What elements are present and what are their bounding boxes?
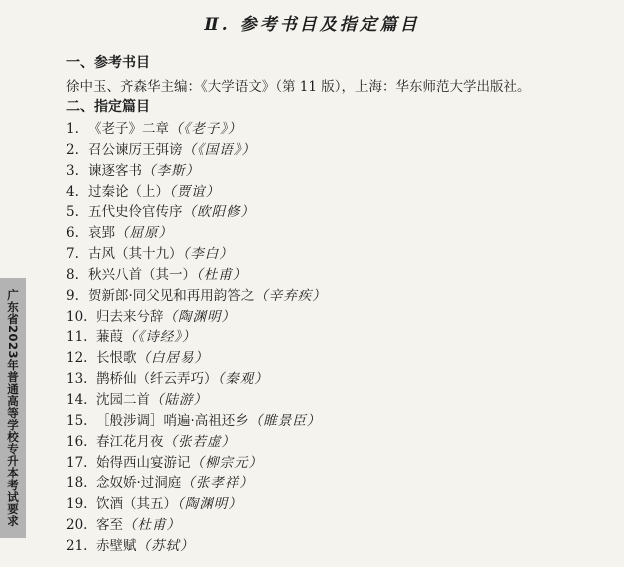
item-number: 11. xyxy=(66,329,88,346)
item-number: 18. xyxy=(66,475,88,492)
item-author: （睢景臣） xyxy=(248,412,322,429)
item-number: 10. xyxy=(66,308,88,325)
item-author: （《国语》） xyxy=(182,141,256,158)
list-item xyxy=(66,223,327,244)
side-tab xyxy=(0,278,26,538)
item-title: 归去来兮辞 xyxy=(96,308,164,325)
item-author: （李斯） xyxy=(142,162,200,179)
item-title: 谏逐客书 xyxy=(88,162,142,179)
item-number: 16. xyxy=(66,433,88,450)
list-item xyxy=(66,161,327,182)
list-item xyxy=(66,411,327,432)
page-title: Ⅱ. 参考书目及指定篇目 xyxy=(204,15,420,35)
item-number: 20. xyxy=(66,517,88,534)
item-title: 召公谏厉王弭谤 xyxy=(88,141,183,158)
list-item xyxy=(66,119,327,140)
item-title: 沈园二首 xyxy=(96,391,150,408)
side-tab-label: 广东省2023年普通高等学校专升本考试要求 xyxy=(6,288,20,527)
item-number: 2. xyxy=(66,141,79,158)
item-number: 1. xyxy=(66,121,79,137)
item-author: （屈原） xyxy=(115,225,173,242)
list-item xyxy=(66,494,327,515)
item-title: 秋兴八首（其一） xyxy=(88,266,196,283)
item-title: 饮酒（其五） xyxy=(96,496,177,513)
item-author: （陶渊明） xyxy=(163,308,236,325)
item-number: 21. xyxy=(66,537,88,554)
list-item xyxy=(66,307,327,328)
list-item xyxy=(66,348,327,369)
item-author: （陆游） xyxy=(150,391,208,408)
item-author: （《诗经》） xyxy=(123,329,197,346)
section-heading-references: 一、参考书目 xyxy=(66,55,150,71)
item-title: 贺新郎·同父见和再用韵答之 xyxy=(88,287,255,304)
list-item xyxy=(66,390,327,411)
item-number: 9. xyxy=(66,287,79,304)
item-number: 3. xyxy=(66,162,79,179)
list-item xyxy=(66,202,327,223)
item-title: ［般涉调］哨遍·高祖还乡 xyxy=(96,412,249,429)
item-title: 长恨歌 xyxy=(96,350,137,367)
item-number: 13. xyxy=(66,371,88,388)
item-number: 4. xyxy=(66,183,79,200)
item-author: （李白） xyxy=(182,246,234,263)
item-title: 始得西山宴游记 xyxy=(96,454,191,471)
item-title: 过秦论（上） xyxy=(88,183,169,200)
list-item xyxy=(66,473,327,494)
item-title: 念奴娇·过洞庭 xyxy=(96,475,182,492)
item-author: （秦观） xyxy=(217,371,269,388)
item-title: 古风（其十九） xyxy=(88,246,183,263)
item-author: （陶渊明） xyxy=(177,496,243,513)
item-title: 五代史伶官传序 xyxy=(88,204,183,221)
item-title: 春江花月夜 xyxy=(96,433,164,450)
list-item xyxy=(66,327,327,348)
list-item xyxy=(66,536,327,557)
item-number: 7. xyxy=(66,246,79,263)
item-author: （柳宗元） xyxy=(190,454,263,471)
item-title: 鹊桥仙（纤云弄巧） xyxy=(96,371,218,388)
item-title: 客至 xyxy=(96,517,123,534)
item-number: 12. xyxy=(66,350,88,367)
item-number: 6. xyxy=(66,225,79,242)
list-item xyxy=(66,140,327,161)
item-author: （贾谊） xyxy=(169,183,221,200)
item-number: 19. xyxy=(66,496,88,513)
item-author: （杜甫） xyxy=(196,266,248,283)
item-author: （杜甫） xyxy=(123,517,181,534)
designated-works-list xyxy=(66,119,327,557)
item-author: （欧阳修） xyxy=(182,204,255,221)
item-number: 15. xyxy=(66,412,88,429)
list-item xyxy=(66,244,327,265)
item-author: （《老子》） xyxy=(169,121,243,137)
list-item xyxy=(66,453,327,474)
item-author: （张若虚） xyxy=(163,433,236,450)
item-author: （辛弃疾） xyxy=(254,287,327,304)
list-item xyxy=(66,265,327,286)
list-item xyxy=(66,515,327,536)
section-heading-works: 二、指定篇目 xyxy=(66,99,150,115)
item-title: 《老子》二章 xyxy=(88,121,169,137)
list-item xyxy=(66,286,327,307)
list-item xyxy=(66,369,327,390)
item-author: （张孝祥） xyxy=(181,475,254,492)
item-number: 5. xyxy=(66,204,79,221)
list-item xyxy=(66,432,327,453)
list-item xyxy=(66,182,327,203)
item-title: 赤壁赋 xyxy=(96,537,137,554)
item-title: 蒹葭 xyxy=(96,329,123,346)
item-title: 哀郢 xyxy=(88,225,115,242)
reference-book-line: 徐中玉、齐森华主编：《大学语文》（第 11 版），上海：华东师范大学出版社。 xyxy=(66,79,531,95)
item-author: （苏轼） xyxy=(136,537,195,554)
item-number: 17. xyxy=(66,454,88,471)
item-author: （白居易） xyxy=(136,350,209,367)
item-number: 8. xyxy=(66,266,79,283)
item-number: 14. xyxy=(66,391,88,408)
